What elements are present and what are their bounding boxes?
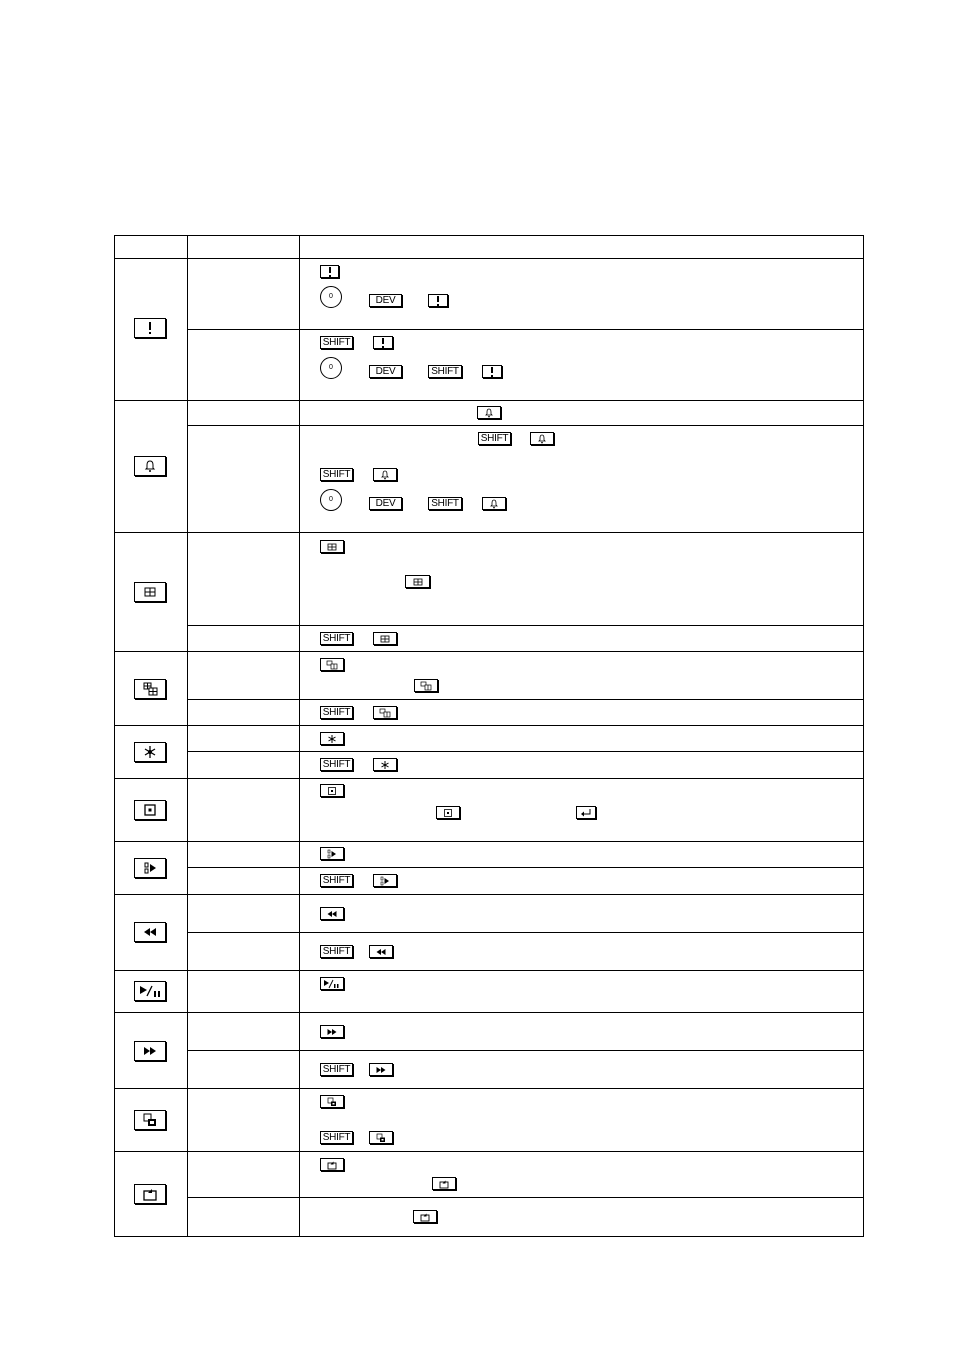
shift-key[interactable]: SHIFT [320,874,353,887]
copy-key[interactable] [320,1095,344,1108]
zoom-square-icon [143,803,157,817]
copy-button[interactable] [134,1110,166,1130]
enter-arrow-icon [580,808,592,818]
dev-key[interactable]: DEV [369,294,402,307]
rewind-key[interactable] [369,945,393,958]
dev-key[interactable]: DEV [369,497,402,510]
shift-key[interactable]: SHIFT [320,758,353,771]
alarm-key[interactable] [373,336,393,349]
alarm-key[interactable] [320,265,339,278]
header-mode-column [188,236,299,258]
bell-key[interactable] [477,406,501,419]
fast-forward-key[interactable] [369,1063,393,1076]
rewind-key[interactable] [320,907,344,920]
fast-forward-icon [142,1044,158,1058]
eject-icon [143,1187,157,1201]
alarm-exclamation-icon [145,321,155,335]
shift-key[interactable]: SHIFT [320,1063,353,1076]
shift-key[interactable]: SHIFT [320,336,353,349]
shift-key[interactable]: SHIFT [428,365,462,378]
shift-key[interactable]: SHIFT [478,432,511,445]
eject-key[interactable] [413,1210,437,1223]
zoom-key[interactable] [320,784,344,797]
play-pause-key[interactable] [320,977,344,990]
grid-button[interactable] [134,582,166,602]
shift-key[interactable]: SHIFT [320,706,353,719]
freeze-button[interactable] [134,742,166,762]
play-pause-icon [138,984,162,998]
bell-button[interactable] [134,456,166,476]
multi-screen-key[interactable] [373,706,397,719]
sequence-key[interactable] [320,847,344,860]
multi-screen-icon [142,682,158,696]
jog-dial[interactable]: 0 [320,489,342,511]
play-pause-button[interactable] [134,981,166,1001]
eject-button[interactable] [134,1184,166,1204]
multi-screen-button[interactable] [134,679,166,699]
zoom-button[interactable] [134,800,166,820]
shift-key[interactable]: SHIFT [320,468,353,481]
eject-key[interactable] [320,1158,344,1171]
bell-key[interactable] [482,497,506,510]
grid-key[interactable] [320,540,344,553]
rewind-button[interactable] [134,922,166,942]
grid-icon [143,585,157,599]
eject-key[interactable] [432,1177,456,1190]
alarm-button[interactable] [134,318,166,338]
fast-forward-key[interactable] [320,1025,344,1038]
function-table [114,235,864,1237]
shift-key[interactable]: SHIFT [428,497,462,510]
multi-screen-key[interactable] [414,679,438,692]
sequence-play-icon [143,861,157,875]
freeze-key[interactable] [320,732,344,745]
alarm-key[interactable] [482,365,502,378]
sequence-key[interactable] [373,874,397,887]
sequence-button[interactable] [134,858,166,878]
bell-key[interactable] [373,468,397,481]
jog-dial[interactable]: 0 [320,357,342,379]
shift-key[interactable]: SHIFT [320,945,353,958]
jog-dial[interactable]: 0 [320,286,342,308]
copy-icon [143,1113,157,1127]
multi-screen-key[interactable] [320,658,344,671]
bell-icon [143,459,157,473]
grid-key[interactable] [405,575,430,588]
freeze-snowflake-icon [143,745,157,759]
rewind-icon [142,925,158,939]
fast-forward-button[interactable] [134,1041,166,1061]
enter-key[interactable] [576,806,596,819]
header-action-column [300,236,860,258]
shift-key[interactable]: SHIFT [320,632,353,645]
copy-key[interactable] [369,1131,393,1144]
alarm-key[interactable] [428,294,448,307]
zoom-key[interactable] [436,806,460,819]
dev-key[interactable]: DEV [369,365,402,378]
freeze-key[interactable] [373,758,397,771]
header-button-column [115,236,187,258]
shift-key[interactable]: SHIFT [320,1131,353,1144]
grid-key[interactable] [373,632,397,645]
bell-key[interactable] [530,432,554,445]
